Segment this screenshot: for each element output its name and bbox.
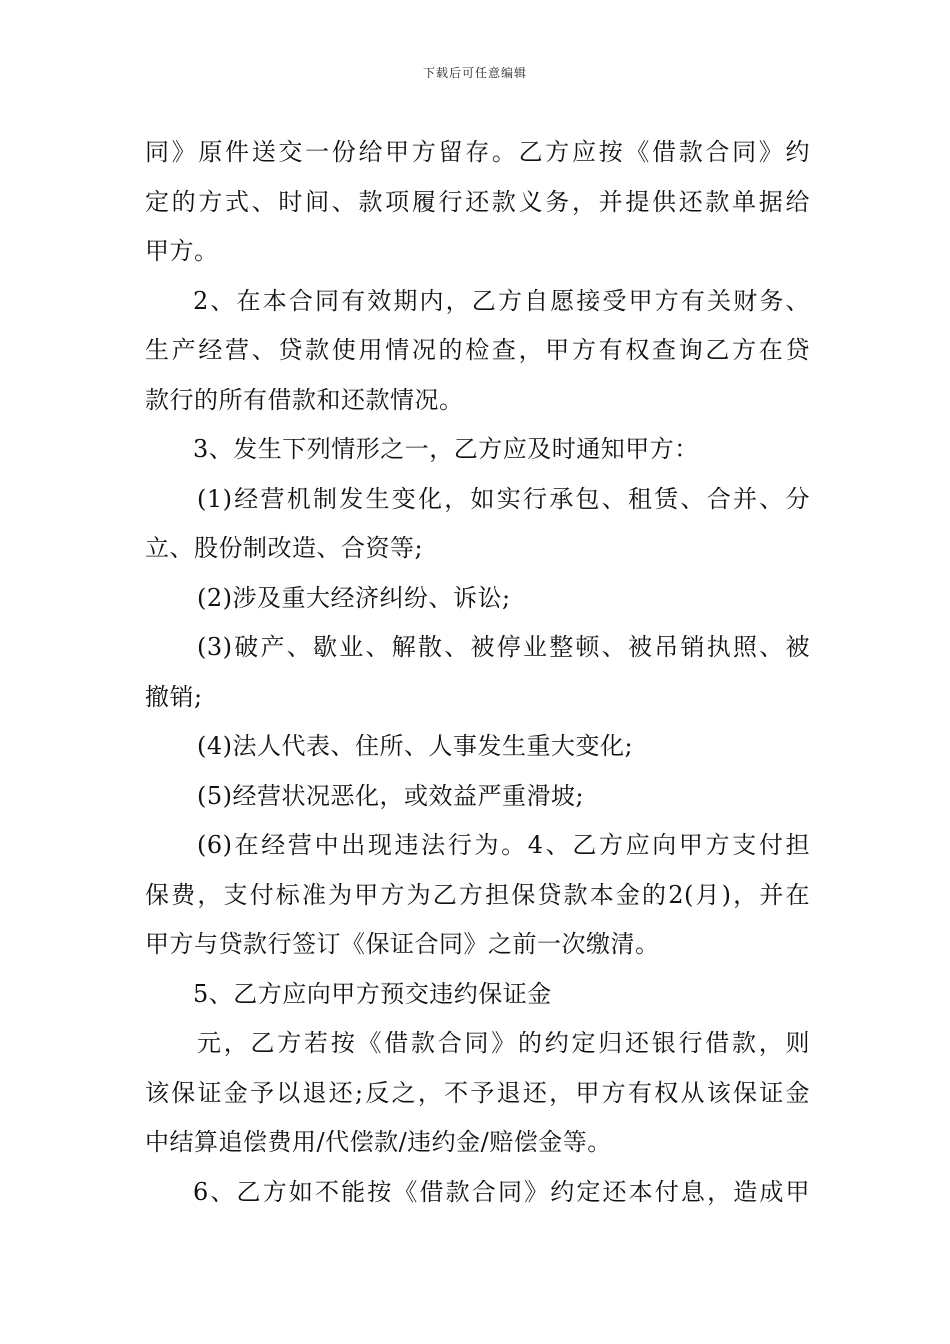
text-line: 定的方式、时间、款项履行还款义务，并提供还款单据给 [145, 187, 810, 216]
text-line: 款行的所有借款和还款情况。 [145, 385, 464, 414]
text-line: 生产经营、贷款使用情况的检查，甲方有权查询乙方在贷 [145, 336, 810, 364]
text-line: (6)在经营中出现违法行为。4、乙方应向甲方支付担 [197, 831, 810, 859]
text-line: (3)破产、歇业、解散、被停业整顿、被吊销执照、被 [197, 633, 810, 661]
text-line: 保费，支付标准为甲方为乙方担保贷款本金的2(月)，并在 [145, 880, 810, 909]
text-line: 甲方。 [145, 237, 219, 265]
text-line: (1)经营机制发生变化，如实行承包、租赁、合并、分 [197, 484, 810, 513]
text-line: (4)法人代表、住所、人事发生重大变化; [197, 732, 634, 760]
document-body [145, 128, 810, 1217]
text-line: 元，乙方若按《借款合同》的约定归还银行借款，则 [197, 1029, 810, 1057]
text-line: 同》原件送交一份给甲方留存。乙方应按《借款合同》约 [145, 138, 810, 166]
text-line: 甲方与贷款行签订《保证合同》之前一次缴清。 [145, 930, 660, 958]
text-line: 撤销; [145, 682, 203, 711]
text-line: 立、股份制改造、合资等; [145, 534, 424, 562]
text-line: (5)经营状况恶化，或效益严重滑坡; [197, 781, 585, 810]
text-line: 3、发生下列情形之一，乙方应及时通知甲方： [193, 435, 699, 463]
text-line: 5、乙方应向甲方预交违约保证金 [193, 979, 552, 1008]
text-line: (2)涉及重大经济纠纷、诉讼; [197, 583, 511, 612]
text-line: 该保证金予以退还;反之，不予退还，甲方有权从该保证金 [145, 1078, 810, 1107]
text-line: 中结算追偿费用/代偿款/违约金/赔偿金等。 [145, 1128, 612, 1156]
page-header: 下载后可任意编辑 [422, 66, 527, 80]
text-line: 6、乙方如不能按《借款合同》约定还本付息，造成甲 [193, 1177, 810, 1206]
text-line: 2、在本合同有效期内，乙方自愿接受甲方有关财务、 [193, 286, 810, 315]
